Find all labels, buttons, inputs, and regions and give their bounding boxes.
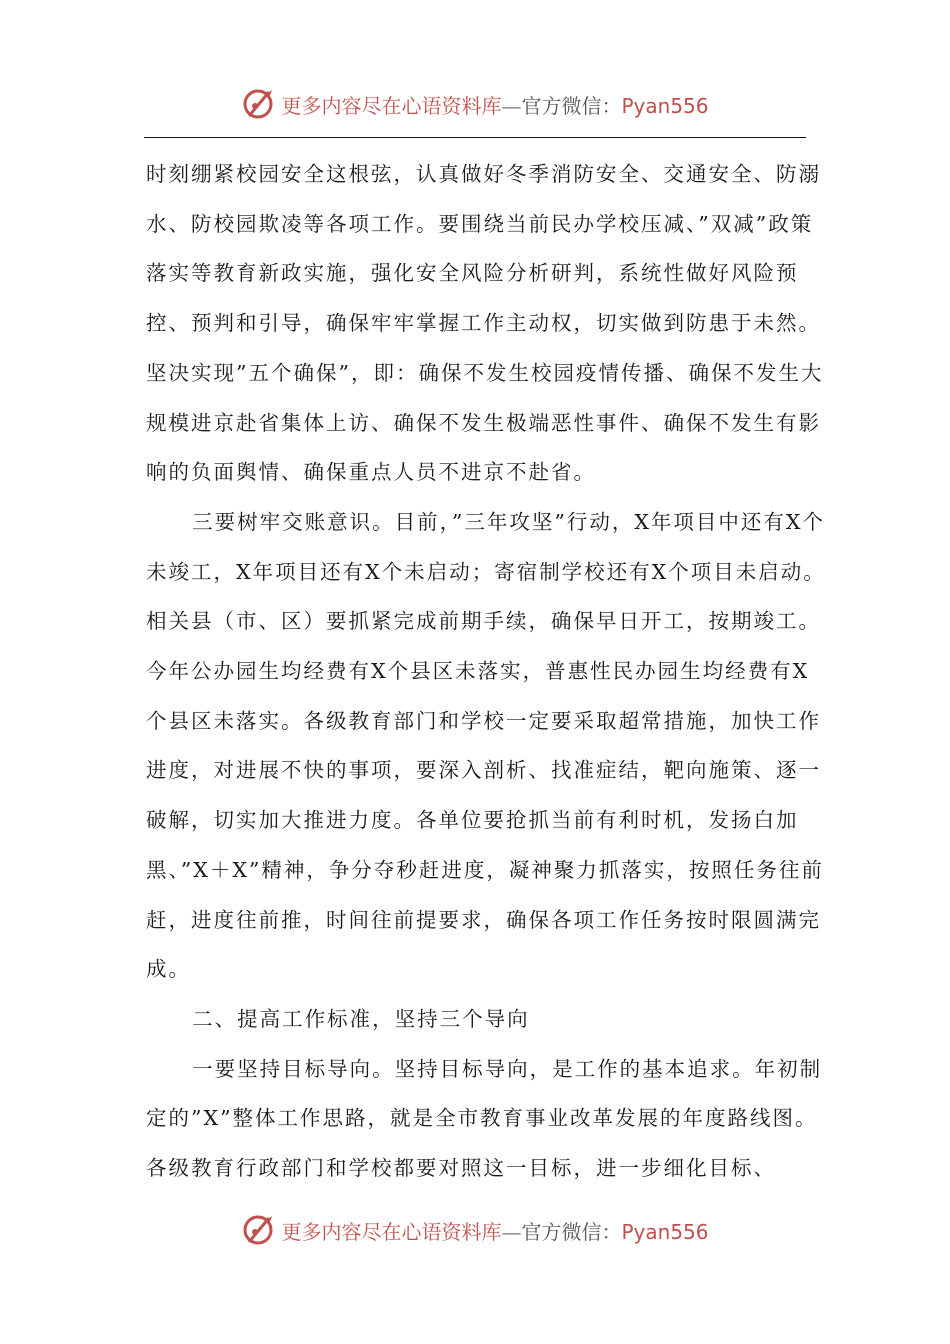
paragraph: 时刻绷紧校园安全这根弦，认真做好冬季消防安全、交通安全、防溺水、防校园欺凌等各项工作。要围绕当前民办学校压减、”双减”政策落实等教育新政实施，强化安全风险分析研判，系统性做好风险预控、预判和引导，确保牢牢掌握工作主动权，切实做到防患于未然。坚决实现”五个确保”，即：确保不发生校园疫情传播、确保不发生大规模进京赴省集体上访、确保不发生极端恶性事件、确保不发生有影响的负面舆情、确保重点人员不进京不赴省。 [146, 162, 824, 485]
watermark-wechat-id: Pyan556 [621, 93, 709, 118]
section-heading: 二、提高工作标准，坚持三个导向 [192, 1006, 530, 1031]
pen-logo-icon [241, 1212, 277, 1248]
pen-logo-icon [241, 86, 277, 122]
watermark-wechat-label: 官方微信： [521, 93, 622, 118]
watermark-wechat-label: 官方微信： [521, 1219, 622, 1244]
paragraph: 三要树牢交账意识。目前，”三年攻坚”行动，X年项目中还有X个未竣工，X年项目还有X个未启动；寄宿制学校还有X个项目未启动。相关县（市、区）要抓紧完成前期手续，确保早日开工，按期竣工。今年公办园生均经费有X个县区未落实，普惠性民办园生均经费有X个县区未落实。各级教育部门和学校一定要采取超常措施，加快工作进度，对进展不快的事项，要深入剖析、找准症结，靶向施策、逐一破解，切实加大推进力度。各单位要抢抓当前有利时机，发扬白加黑、”X＋X”精神，争分夺秒赶进度，凝神聚力抓落实，按照任务往前赶，进度往前推，时间往前提要求，确保各项工作任务按时限圆满完成。 [146, 509, 826, 982]
watermark-separator: — [501, 93, 522, 118]
header-rule [144, 137, 806, 138]
watermark-wechat-id: Pyan556 [621, 1219, 709, 1244]
header-watermark [0, 84, 950, 124]
watermark-brand: 更多内容尽在心语资料库 [281, 93, 502, 118]
watermark-brand: 更多内容尽在心语资料库 [281, 1219, 502, 1244]
watermark-text [281, 1216, 708, 1245]
footer-watermark [0, 1210, 950, 1250]
document-body [146, 150, 826, 1194]
watermark-separator: — [501, 1219, 522, 1244]
watermark-text [281, 90, 708, 119]
paragraph: 一要坚持目标导向。坚持目标导向，是工作的基本追求。年初制定的”X”整体工作思路，就是全市教育事业改革发展的年度路线图。各级教育行政部门和学校都要对照这一目标，进一步细化目标、 [146, 1056, 823, 1181]
